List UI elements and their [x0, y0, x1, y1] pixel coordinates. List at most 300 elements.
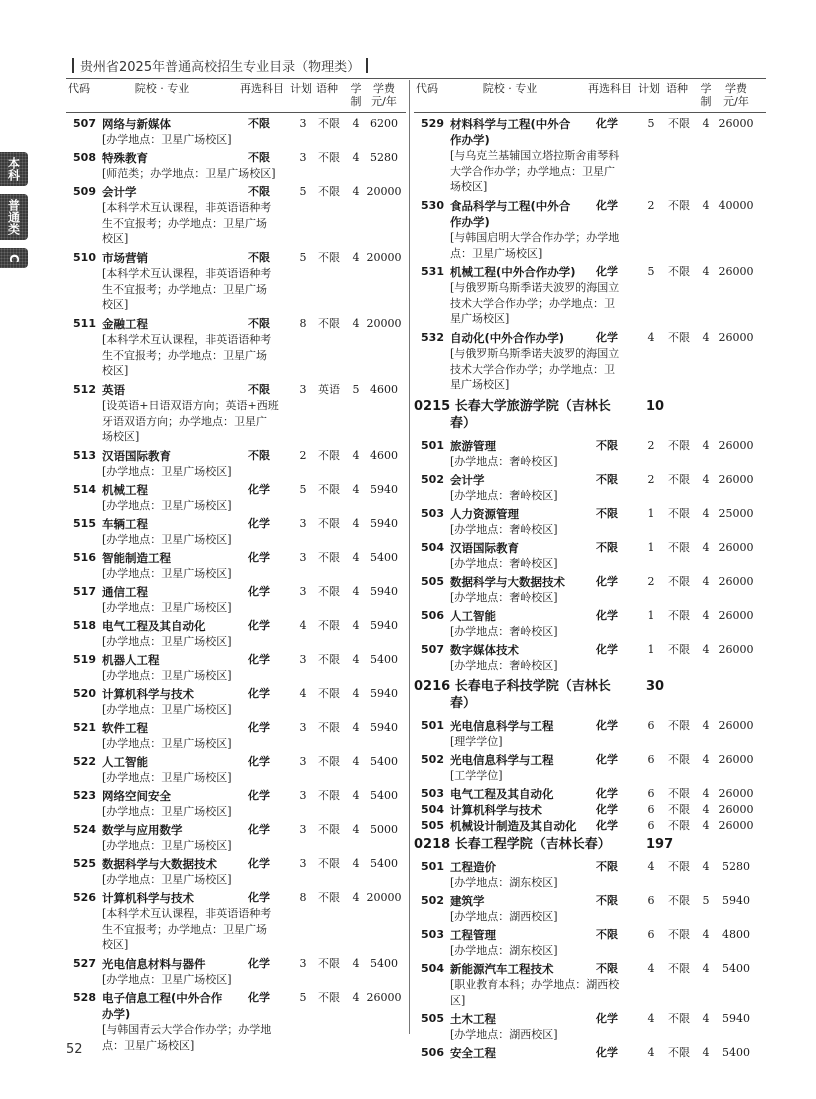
row-note: 生不宜报考；办学地点：卫星广场	[102, 348, 267, 362]
row-note: 校区]	[102, 298, 129, 311]
table-row	[66, 956, 406, 990]
row-code: 504	[421, 962, 444, 975]
school-name: 0218 长春工程学院（吉林长春）	[414, 837, 611, 852]
header-rule	[66, 78, 766, 79]
row-lang: 不限	[668, 860, 690, 873]
row-plan: 3	[299, 383, 307, 396]
row-code: 506	[421, 609, 444, 622]
row-years: 4	[702, 1046, 710, 1059]
column-header	[66, 80, 406, 112]
row-lang: 英语	[318, 383, 340, 396]
table-row	[414, 608, 766, 642]
row-subject: 化学	[596, 1012, 618, 1025]
row-fee: 5280	[370, 151, 398, 164]
table-row	[66, 316, 406, 382]
table-row	[66, 516, 406, 550]
table-row	[414, 927, 766, 961]
header-fee: 学费元/年	[371, 82, 397, 108]
row-note: [办学地点：卫星广场校区]	[102, 771, 232, 784]
row-fee: 5940	[370, 619, 398, 632]
row-code: 514	[73, 483, 96, 496]
row-note: 牙语双语方向；办学地点：卫星广	[102, 414, 267, 428]
school-plan: 197	[646, 837, 674, 852]
row-years: 4	[352, 551, 360, 564]
row-note: [办学地点：卫星广场校区]	[102, 133, 232, 146]
row-code: 507	[73, 117, 96, 130]
row-major-name: 机械工程(中外合作办学)	[450, 265, 576, 279]
row-lang: 不限	[318, 721, 340, 734]
row-plan: 3	[299, 653, 307, 666]
row-subject: 化学	[596, 753, 618, 766]
row-major-name: 会计学	[450, 473, 485, 487]
row-note: [理学学位]	[450, 735, 503, 748]
school-heading	[414, 678, 766, 718]
row-major-name: 光电信息材料与器件	[102, 957, 206, 971]
table-row	[66, 584, 406, 618]
table-row	[414, 506, 766, 540]
row-lang: 不限	[668, 803, 690, 816]
row-lang: 不限	[318, 957, 340, 970]
row-subject: 化学	[248, 585, 270, 598]
row-plan: 1	[647, 507, 655, 520]
row-plan: 6	[647, 928, 655, 941]
row-lang: 不限	[318, 317, 340, 330]
row-plan: 3	[299, 721, 307, 734]
row-lang: 不限	[668, 265, 690, 278]
row-years: 4	[352, 449, 360, 462]
row-lang: 不限	[318, 687, 340, 700]
row-years: 4	[702, 803, 710, 816]
row-fee: 6200	[370, 117, 398, 130]
row-plan: 5	[299, 991, 307, 1004]
row-fee: 5940	[722, 1012, 750, 1025]
row-lang: 不限	[668, 643, 690, 656]
row-lang: 不限	[668, 787, 690, 800]
row-years: 4	[352, 653, 360, 666]
row-code: 509	[73, 185, 96, 198]
school-name: 0215 长春大学旅游学院（吉林长	[414, 399, 611, 414]
row-note: 场校区]	[102, 430, 140, 443]
table-row	[66, 116, 406, 150]
row-lang: 不限	[668, 819, 690, 832]
row-code: 505	[421, 819, 444, 832]
row-major-name: 食品科学与工程(中外合	[450, 199, 571, 213]
row-note: 生不宜报考；办学地点：卫星广场	[102, 216, 267, 230]
row-code: 526	[73, 891, 96, 904]
row-note: 星广场校区]	[450, 378, 510, 391]
row-major-name: 人力资源管理	[450, 507, 519, 521]
row-note: 区]	[450, 993, 466, 1007]
table-row	[414, 718, 766, 752]
table-row	[414, 198, 766, 264]
row-years: 4	[702, 928, 710, 941]
row-plan: 4	[647, 331, 655, 344]
header-school-major: 院校 · 专业	[482, 82, 538, 95]
row-note: [办学地点：卫星广场校区]	[102, 635, 232, 648]
row-plan: 6	[647, 753, 655, 766]
row-subject: 化学	[248, 687, 270, 700]
row-major-name: 网络与新媒体	[102, 117, 171, 131]
row-plan: 5	[299, 185, 307, 198]
row-fee: 5940	[370, 483, 398, 496]
row-major-name: 新能源汽车工程技术	[450, 962, 554, 976]
row-note: [本科学术互认课程，非英语语种考	[102, 201, 272, 214]
row-major-name: 软件工程	[102, 721, 148, 735]
row-subject: 不限	[248, 449, 270, 462]
row-major-name-cont: 作办学)	[450, 215, 490, 229]
row-note: [职业教育本科；办学地点：湖西校	[450, 978, 620, 991]
table-row	[414, 1011, 766, 1045]
table-row	[66, 550, 406, 584]
row-fee: 26000	[718, 609, 754, 622]
row-major-name-cont: 办学)	[102, 1007, 131, 1021]
table-row	[66, 890, 406, 956]
row-note: [办学地点：奢岭校区]	[450, 455, 558, 468]
row-major-name: 智能制造工程	[102, 551, 171, 565]
right-column	[414, 80, 766, 1061]
side-tab-general: 普通类	[0, 194, 28, 240]
table-row	[414, 1045, 766, 1061]
row-note: [本科学术互认课程，非英语语种考	[102, 333, 272, 346]
row-major-name: 车辆工程	[102, 517, 148, 531]
row-major-name: 计算机科学与技术	[102, 891, 194, 905]
row-fee: 20000	[366, 185, 402, 198]
row-code: 521	[73, 721, 96, 734]
row-code: 513	[73, 449, 96, 462]
row-years: 5	[352, 383, 360, 396]
row-fee: 26000	[718, 473, 754, 486]
row-major-name: 电气工程及其自动化	[450, 787, 554, 801]
table-row	[414, 574, 766, 608]
row-note: [本科学术互认课程，非英语语种考	[102, 267, 272, 280]
side-tab-undergrad: 本科	[0, 152, 28, 186]
row-note: [师范类；办学地点：卫星广场校区]	[102, 167, 276, 180]
row-fee: 5940	[370, 721, 398, 734]
row-plan: 3	[299, 551, 307, 564]
table-row	[414, 540, 766, 574]
header-bar-left	[72, 58, 74, 73]
page-number: 52	[66, 1042, 83, 1057]
row-lang: 不限	[668, 575, 690, 588]
row-subject: 化学	[248, 653, 270, 666]
row-fee: 5400	[370, 857, 398, 870]
row-code: 504	[421, 541, 444, 554]
row-years: 4	[352, 755, 360, 768]
row-years: 4	[702, 753, 710, 766]
row-note: [与乌克兰基辅国立塔拉斯舍甫琴科	[450, 149, 620, 162]
row-plan: 3	[299, 957, 307, 970]
row-subject: 不限	[596, 541, 618, 554]
table-row	[414, 330, 766, 396]
row-plan: 6	[647, 819, 655, 832]
row-note: [办学地点：卫星广场校区]	[102, 601, 232, 614]
side-tab-batch: C	[0, 248, 28, 268]
row-code: 510	[73, 251, 96, 264]
row-note: [办学地点：卫星广场校区]	[102, 703, 232, 716]
row-plan: 1	[647, 541, 655, 554]
row-lang: 不限	[318, 653, 340, 666]
row-fee: 4600	[370, 383, 398, 396]
row-subject: 化学	[596, 609, 618, 622]
row-major-name: 工程造价	[450, 860, 496, 874]
row-years: 4	[702, 575, 710, 588]
row-code: 529	[421, 117, 444, 130]
row-years: 4	[702, 117, 710, 130]
table-row	[66, 618, 406, 652]
row-note: [与韩国青云大学合作办学；办学地	[102, 1023, 272, 1036]
row-fee: 5400	[370, 653, 398, 666]
row-code: 528	[73, 991, 96, 1004]
row-major-name: 建筑学	[450, 894, 485, 908]
row-major-name: 汉语国际教育	[102, 449, 171, 463]
row-code: 502	[421, 894, 444, 907]
row-code: 519	[73, 653, 96, 666]
row-major-name: 数字媒体技术	[450, 643, 519, 657]
row-note: 星广场校区]	[450, 312, 510, 325]
row-note: [本科学术互认课程，非英语语种考	[102, 907, 272, 920]
row-fee: 26000	[718, 575, 754, 588]
row-plan: 3	[299, 517, 307, 530]
row-years: 4	[702, 609, 710, 622]
row-fee: 5000	[370, 823, 398, 836]
table-row	[66, 482, 406, 516]
row-subject: 不限	[596, 894, 618, 907]
row-fee: 4800	[722, 928, 750, 941]
school-heading	[414, 836, 766, 859]
row-code: 505	[421, 1012, 444, 1025]
row-subject: 不限	[248, 317, 270, 330]
row-major-name: 材料科学与工程(中外合	[450, 117, 571, 131]
header-plan: 计划	[638, 82, 660, 95]
row-code: 503	[421, 928, 444, 941]
row-subject: 不限	[596, 439, 618, 452]
row-note: [办学地点：湖东校区]	[450, 944, 558, 957]
row-plan: 3	[299, 789, 307, 802]
table-row	[414, 818, 766, 834]
left-column	[66, 80, 406, 1056]
school-plan: 30	[646, 679, 665, 694]
row-years: 4	[352, 151, 360, 164]
column-divider	[409, 80, 410, 1034]
row-note: 生不宜报考；办学地点：卫星广场	[102, 922, 267, 936]
row-code: 511	[73, 317, 96, 330]
row-fee: 5400	[370, 551, 398, 564]
row-major-name: 光电信息科学与工程	[450, 753, 554, 767]
row-code: 506	[421, 1046, 444, 1059]
row-lang: 不限	[318, 483, 340, 496]
row-major-name: 市场营销	[102, 251, 148, 265]
row-plan: 3	[299, 823, 307, 836]
row-years: 4	[352, 317, 360, 330]
row-note: [办学地点：湖东校区]	[450, 876, 558, 889]
row-plan: 5	[647, 265, 655, 278]
row-plan: 2	[647, 199, 655, 212]
header-subject: 再选科目	[240, 82, 284, 95]
row-note: [办学地点：奢岭校区]	[450, 557, 558, 570]
row-subject: 化学	[596, 719, 618, 732]
row-note: [办学地点：湖西校区]	[450, 1028, 558, 1041]
table-row	[414, 859, 766, 893]
row-fee: 5940	[370, 585, 398, 598]
row-plan: 2	[647, 473, 655, 486]
row-major-name: 会计学	[102, 185, 137, 199]
row-lang: 不限	[668, 439, 690, 452]
row-major-name: 网络空间安全	[102, 789, 171, 803]
row-years: 4	[702, 541, 710, 554]
row-years: 4	[352, 251, 360, 264]
row-subject: 不限	[596, 928, 618, 941]
row-note: [办学地点：卫星广场校区]	[102, 567, 232, 580]
row-years: 4	[702, 819, 710, 832]
row-code: 523	[73, 789, 96, 802]
row-lang: 不限	[668, 1046, 690, 1059]
row-major-name: 光电信息科学与工程	[450, 719, 554, 733]
row-years: 4	[352, 891, 360, 904]
table-row	[414, 786, 766, 802]
row-code: 532	[421, 331, 444, 344]
row-subject: 化学	[248, 551, 270, 564]
row-subject: 化学	[248, 957, 270, 970]
row-years: 4	[352, 117, 360, 130]
row-code: 503	[421, 787, 444, 800]
school-name-cont: 春）	[450, 416, 477, 431]
row-lang: 不限	[318, 449, 340, 462]
row-fee: 40000	[718, 199, 754, 212]
left-rows	[66, 113, 406, 1056]
row-note: [办学地点：奢岭校区]	[450, 591, 558, 604]
table-row	[66, 720, 406, 754]
school-name-cont: 春）	[450, 696, 477, 711]
row-plan: 2	[647, 575, 655, 588]
row-note: [与韩国启明大学合作办学；办学地	[450, 231, 620, 244]
row-subject: 不限	[596, 860, 618, 873]
row-subject: 化学	[248, 891, 270, 904]
table-row	[66, 382, 406, 448]
row-code: 502	[421, 753, 444, 766]
row-major-name: 自动化(中外合作办学)	[450, 331, 565, 345]
row-code: 530	[421, 199, 444, 212]
row-major-name: 电气工程及其自动化	[102, 619, 206, 633]
row-plan: 6	[647, 719, 655, 732]
running-header	[66, 54, 374, 76]
row-lang: 不限	[318, 251, 340, 264]
header-title: 贵州省2025年普通高校招生专业目录（物理类）	[80, 59, 361, 75]
row-fee: 4600	[370, 449, 398, 462]
row-code: 520	[73, 687, 96, 700]
row-fee: 26000	[718, 117, 754, 130]
row-subject: 化学	[596, 1046, 618, 1059]
row-years: 4	[702, 643, 710, 656]
row-lang: 不限	[668, 753, 690, 766]
row-subject: 化学	[596, 643, 618, 656]
row-plan: 4	[647, 1012, 655, 1025]
row-plan: 8	[299, 317, 307, 330]
row-subject: 不限	[248, 383, 270, 396]
row-code: 505	[421, 575, 444, 588]
row-lang: 不限	[668, 473, 690, 486]
row-subject: 化学	[248, 483, 270, 496]
school-heading	[414, 398, 766, 438]
row-lang: 不限	[668, 719, 690, 732]
row-major-name: 金融工程	[102, 317, 148, 331]
table-row	[66, 250, 406, 316]
row-years: 4	[702, 719, 710, 732]
row-lang: 不限	[318, 857, 340, 870]
table-row	[414, 642, 766, 676]
row-fee: 26000	[718, 787, 754, 800]
row-fee: 26000	[718, 265, 754, 278]
row-fee: 5400	[722, 1046, 750, 1059]
row-subject: 化学	[248, 991, 270, 1004]
right-rows	[414, 113, 766, 1061]
row-note: [办学地点：卫星广场校区]	[102, 669, 232, 682]
header-code: 代码	[416, 82, 438, 95]
header-subject: 再选科目	[588, 82, 632, 95]
row-subject: 化学	[596, 787, 618, 800]
row-subject: 不限	[248, 117, 270, 130]
row-subject: 化学	[596, 117, 618, 130]
header-years: 学制	[350, 82, 362, 108]
row-plan: 5	[647, 117, 655, 130]
row-plan: 4	[647, 1046, 655, 1059]
row-fee: 20000	[366, 317, 402, 330]
row-plan: 6	[647, 803, 655, 816]
row-lang: 不限	[318, 117, 340, 130]
header-school-major: 院校 · 专业	[134, 82, 190, 95]
row-years: 4	[352, 619, 360, 632]
row-major-name: 通信工程	[102, 585, 148, 599]
row-lang: 不限	[668, 199, 690, 212]
row-subject: 化学	[248, 721, 270, 734]
row-fee: 26000	[718, 439, 754, 452]
row-code: 524	[73, 823, 96, 836]
row-note: 校区]	[102, 938, 129, 951]
row-years: 4	[702, 199, 710, 212]
row-lang: 不限	[668, 117, 690, 130]
row-major-name: 汉语国际教育	[450, 541, 519, 555]
row-code: 501	[421, 719, 444, 732]
row-major-name: 旅游管理	[450, 439, 496, 453]
row-fee: 25000	[718, 507, 754, 520]
row-subject: 不限	[596, 507, 618, 520]
row-note: 校区]	[102, 232, 129, 245]
row-note: [与俄罗斯乌斯季诺夫波罗的海国立	[450, 347, 620, 360]
row-lang: 不限	[668, 507, 690, 520]
row-note: 技术大学合作办学；办学地点：卫	[450, 296, 615, 310]
table-row	[66, 150, 406, 184]
row-note: [办学地点：奢岭校区]	[450, 625, 558, 638]
row-note: 点：卫星广场校区]	[450, 246, 543, 260]
row-code: 527	[73, 957, 96, 970]
row-fee: 26000	[718, 753, 754, 766]
row-note: [办学地点：卫星广场校区]	[102, 805, 232, 818]
row-fee: 5940	[722, 894, 750, 907]
row-note: [办学地点：奢岭校区]	[450, 659, 558, 672]
row-major-name-cont: 作办学)	[450, 133, 490, 147]
row-fee: 5400	[722, 962, 750, 975]
table-row	[66, 788, 406, 822]
row-code: 508	[73, 151, 96, 164]
row-plan: 3	[299, 857, 307, 870]
row-years: 4	[352, 721, 360, 734]
row-years: 4	[352, 585, 360, 598]
row-years: 4	[352, 789, 360, 802]
table-row	[414, 961, 766, 1011]
row-plan: 5	[299, 483, 307, 496]
row-major-name: 特殊教育	[102, 151, 148, 165]
row-years: 4	[702, 439, 710, 452]
row-plan: 3	[299, 117, 307, 130]
